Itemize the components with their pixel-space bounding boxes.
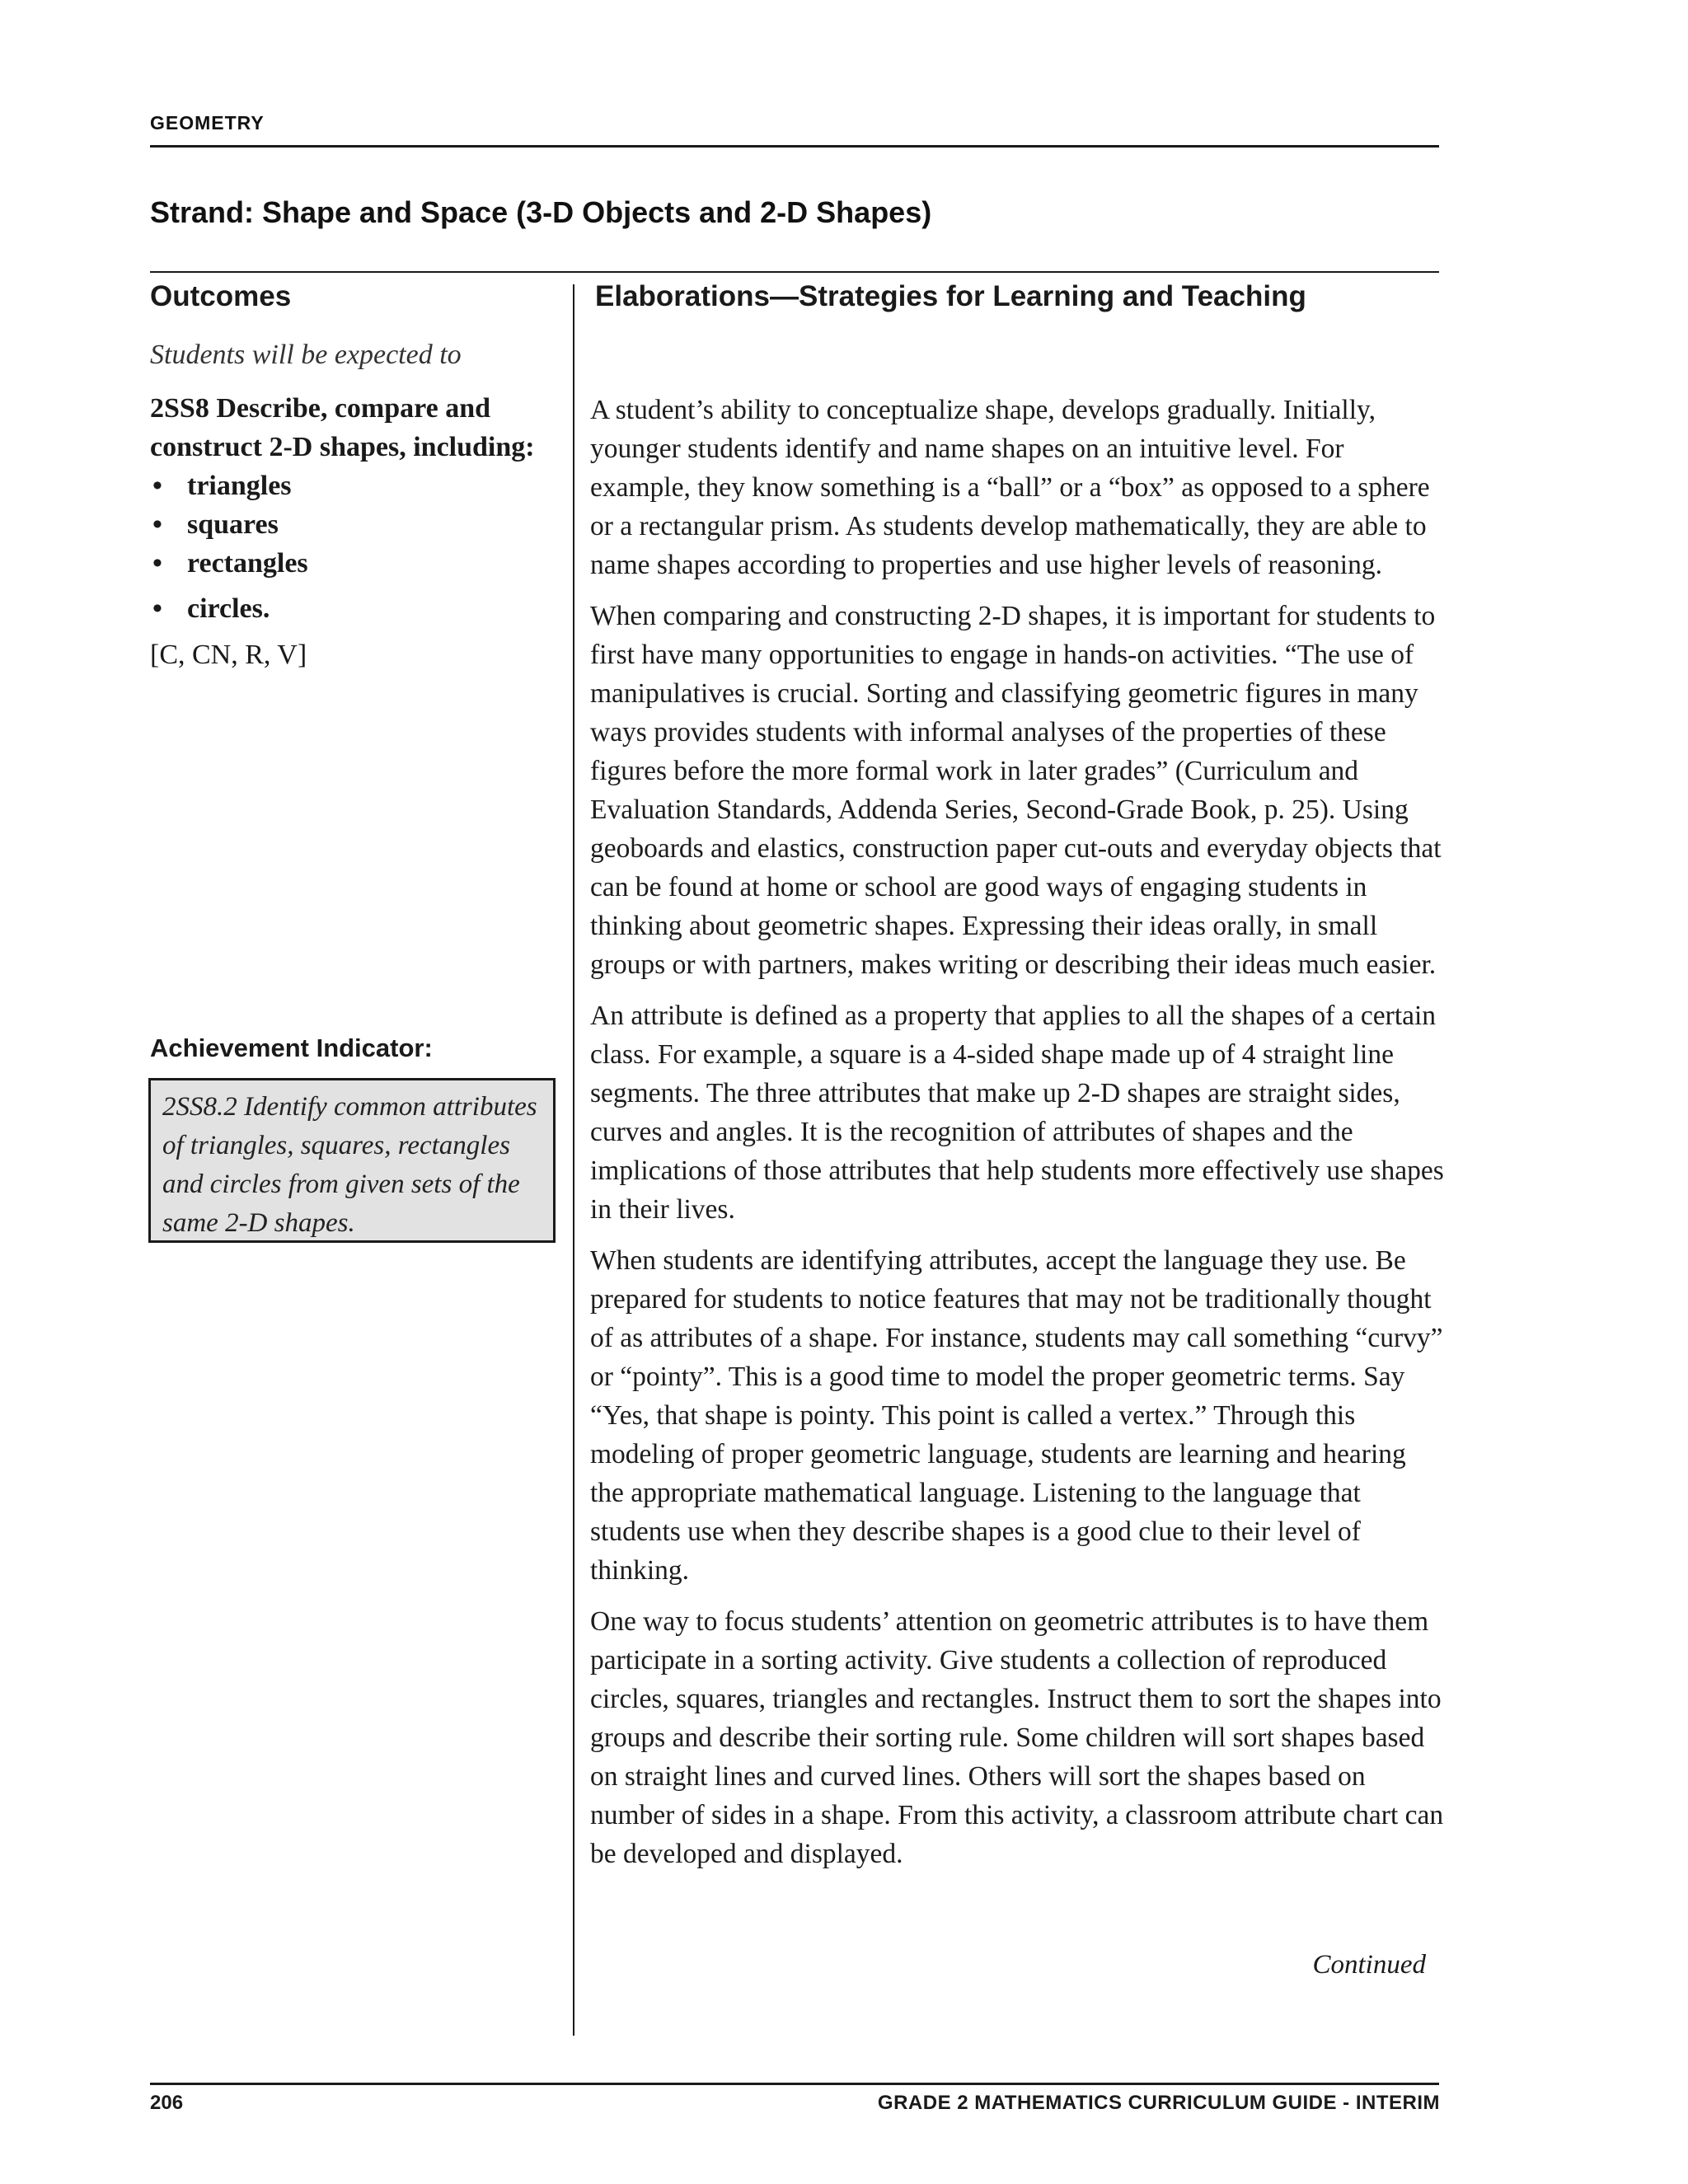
list-item: • rectangles: [150, 544, 562, 583]
strand-title: Strand: Shape and Space (3-D Objects and 2-D Shapes): [150, 195, 932, 229]
header-rule: [150, 145, 1439, 148]
footer-rule: [150, 2083, 1439, 2085]
achievement-indicator-box: [148, 1078, 556, 1243]
strand-rule: [150, 271, 1439, 273]
outcome-list: [150, 466, 562, 628]
list-item: • squares: [150, 505, 562, 544]
outcomes-intro: Students will be expected to: [150, 340, 462, 370]
outcome-block: [150, 389, 562, 674]
elaboration-paragraph: One way to focus students’ attention on geometric attributes is to have them participate in a sorting activity. Give students a collection of reproduced circles, squares, triangles and rectangles. Instruct them to sort the shapes into groups and describe their sorting rule. Some children will sort shapes based on straight lines and curved lines. Others will sort the shapes based on number of sides in a shape. From this activity, a classroom attribute chart can be developed and displayed.: [590, 1606, 1444, 1869]
elaboration-paragraph: An attribute is defined as a property that applies to all the shapes of a certain class. For example, a square is a 4-sided shape made up of 4 straight line segments. The three attributes that make up 2-D shapes are straight sides, curves and angles. It is the recognition of attributes of shapes and the implications of those attributes that help students more effectively use shapes in their lives.: [590, 1001, 1444, 1225]
outcomes-heading: Outcomes: [150, 280, 292, 312]
outcome-title: 2SS8 Describe, compare and construct 2-D shapes, including:: [150, 393, 535, 462]
achievement-indicator-text: 2SS8.2 Identify common attributes of triangles, squares, rectangles and circles from given sets of the same 2-D shapes.: [162, 1092, 537, 1238]
elaboration-paragraph: When students are identifying attributes, accept the language they use. Be prepared for students to notice features that may not be traditionally thought of as attributes of a shape. For instance, students may call something “curvy” or “pointy”. This is a good time to model the proper geometric terms. Say “Yes, that shape is pointy. This point is called a vertex.” Through this modeling of proper geometric language, students are learning and hearing the appropriate mathematical language. Listening to the language that students use when they describe shapes is a good clue to their level of thinking.: [590, 1245, 1443, 1586]
elaboration-paragraph: A student’s ability to conceptualize shape, develops gradually. Initially, younger students identify and name shapes on an intuitive level. For example, they know something is a “ball” or a “box” as opposed to a sphere or a rectangular prism. As students develop mathematically, they are able to name shapes according to properties and use higher levels of reasoning.: [590, 395, 1430, 580]
achievement-heading: Achievement Indicator:: [150, 1033, 433, 1062]
list-item: • circles.: [150, 589, 562, 628]
section-label: GEOMETRY: [150, 112, 265, 134]
list-item: • triangles: [150, 466, 562, 505]
process-codes: [C, CN, R, V]: [150, 640, 307, 670]
continued-label: Continued: [1312, 1950, 1426, 1980]
page-number: 206: [150, 2092, 184, 2114]
guide-title: GRADE 2 MATHEMATICS CURRICULUM GUIDE - INTERIM: [877, 2092, 1440, 2114]
elaborations-body: [590, 391, 1444, 1886]
column-divider: [573, 284, 574, 2036]
elaborations-heading: Elaborations—Strategies for Learning and Teaching: [595, 280, 1306, 312]
elaboration-paragraph: When comparing and constructing 2-D shapes, it is important for students to first have many opportunities to engage in hands-on activities. “The use of manipulatives is crucial. Sorting and classifying geometric figures in many ways provides students with informal analyses of the properties of these figures before the more formal work in later grades” (Curriculum and Evaluation Standards, Addenda Series, Second-Grade Book, p. 25). Using geoboards and elastics, construction paper cut-outs and everyday objects that can be found at home or school are good ways of engaging students in thinking about geometric shapes. Expressing their ideas orally, in small groups or with partners, makes writing or describing their ideas much easier.: [590, 601, 1442, 980]
